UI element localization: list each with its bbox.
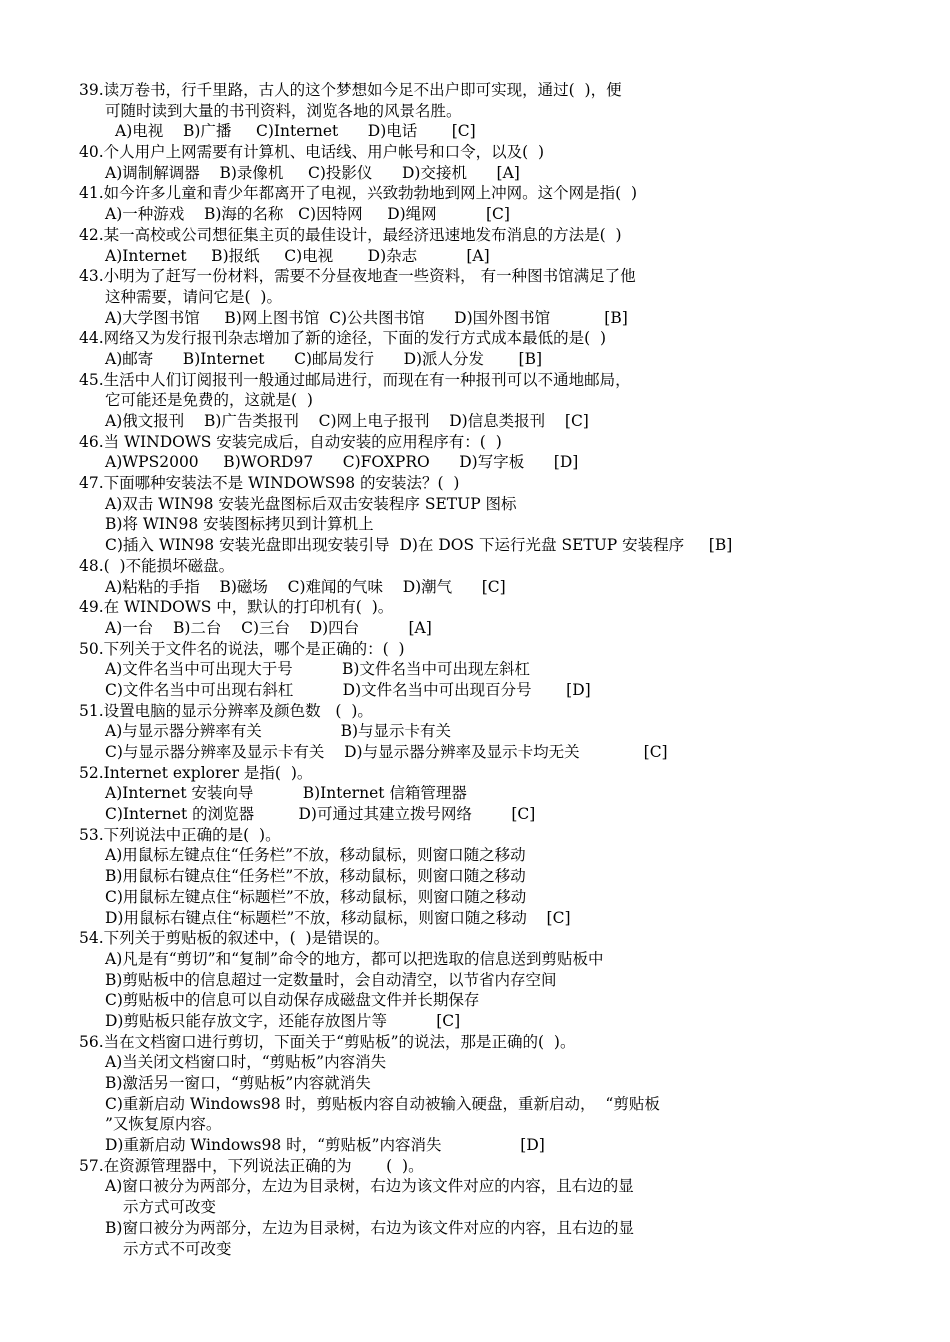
options-51-cd: C)与显示器分辨率及显示卡有关 D)与显示器分辨率及显示卡均无关 [C] (105, 743, 668, 761)
options-50-ab: A)文件名当中可出现大于号 B)文件名当中可出现左斜杠 (105, 660, 530, 679)
options-43: A)大学图书馆 B)网上图书馆 C)公共图书馆 D)国外图书馆 [B] (105, 308, 628, 327)
option-47-b: B)将 WIN98 安装图标拷贝到计算机上 (105, 515, 374, 534)
options-40: A)调制解调器 B)录像机 C)投影仪 D)交接机 [A] (105, 163, 520, 182)
options-46: A)WPS2000 B)WORD97 C)FOXPRO D)写字板 [D] (105, 453, 579, 472)
question-44: 44.网络又为发行报刊杂志增加了新的途径，下面的发行方式成本最低的是( ) (79, 329, 607, 348)
options-52-ab: A)Internet 安装向导 B)Internet 信箱管理器 (105, 784, 467, 803)
options-49: A)一台 B)二台 C)三台 D)四台 [A] (105, 618, 432, 637)
option-47-a: A)双击 WIN98 安装光盘图标后双击安装程序 SETUP 图标 (105, 494, 517, 513)
question-43-cont: 这种需要，请问它是( )。 (105, 287, 282, 306)
question-41: 41.如今许多儿童和青少年都离开了电视，兴致勃勃地到网上冲网。这个网是指( ) (79, 184, 638, 203)
options-51-ab: A)与显示器分辨率有关 B)与显示卡有关 (105, 722, 452, 741)
question-39-cont: 可随时读到大量的书刊资料，浏览各地的风景名胜。 (105, 101, 462, 120)
question-39: 39.读万卷书，行千里路，古人的这个梦想如今足不出户即可实现，通过( )，便 (79, 81, 622, 99)
question-43: 43.小明为了赶写一份材料，需要不分昼夜地查一些资料， 有一种图书馆满足了他 (79, 267, 636, 286)
options-45: A)俄文报刊 B)广告类报刊 C)网上电子报刊 D)信息类报刊 [C] (105, 412, 589, 430)
option-53-d: D)用鼠标右键点住“标题栏”不放，移动鼠标，则窗口随之移动 [C] (105, 908, 571, 927)
question-49: 49.在 WINDOWS 中，默认的打印机有( )。 (79, 598, 394, 617)
question-50: 50.下列关于文件名的说法，哪个是正确的：( ) (79, 639, 405, 658)
option-53-b: B)用鼠标右键点住“任务栏”不放，移动鼠标，则窗口随之移动 (105, 867, 526, 886)
option-53-a: A)用鼠标左键点住“任务栏”不放，移动鼠标，则窗口随之移动 (105, 846, 526, 865)
option-54-a: A)凡是有“剪切”和“复制”命令的地方，都可以把选取的信息送到剪贴板中 (105, 949, 604, 968)
question-47: 47.下面哪种安装法不是 WINDOWS98 的安装法？( ) (79, 474, 460, 493)
question-42: 42.某一高校或公司想征集主页的最佳设计，最经济迅速地发布消息的方法是( ) (79, 225, 622, 244)
document-body (79, 80, 799, 1259)
option-56-d: D)重新启动 Windows98 时，“剪贴板”内容消失 [D] (105, 1136, 545, 1155)
question-57: 57.在资源管理器中，下列说法正确的为 ( )。 (79, 1156, 424, 1175)
question-52: 52.Internet explorer 是指( )。 (79, 763, 313, 782)
option-56-b: B)激活另一窗口，“剪贴板”内容就消失 (105, 1074, 371, 1092)
option-56-a: A)当关闭文档窗口时，“剪贴板”内容消失 (105, 1053, 387, 1072)
option-54-b: B)剪贴板中的信息超过一定数量时，会自动清空，以节省内存空间 (105, 970, 557, 989)
options-52-cd: C)Internet 的浏览器 D)可通过其建立拨号网络 [C] (105, 805, 536, 824)
options-39: A)电视 B)广播 C)Internet D)电话 [C] (115, 122, 476, 141)
option-56-c: C)重新启动 Windows98 时，剪贴板内容自动被输入硬盘，重新启动， “剪贴板 (105, 1094, 660, 1113)
question-45: 45.生活中人们订阅报刊一般通过邮局进行，而现在有一种报刊可以不通地邮局， (79, 370, 631, 389)
option-47-cd: C)插入 WIN98 安装光盘即出现安装引导 D)在 DOS 下运行光盘 SETUP 安装程序 [B] (105, 536, 733, 555)
options-44: A)邮寄 B)Internet C)邮局发行 D)派人分发 [B] (105, 349, 543, 368)
option-57-b: B)窗口被分为两部分，左边为目录树，右边为该文件对应的内容，且右边的显 (105, 1218, 634, 1237)
option-56-c-cont: ”又恢复原内容。 (105, 1115, 222, 1134)
option-57-a: A)窗口被分为两部分，左边为目录树，右边为该文件对应的内容，且右边的显 (105, 1177, 634, 1196)
options-41: A)一种游戏 B)海的名称 C)因特网 D)绳网 [C] (105, 205, 510, 224)
options-50-cd: C)文件名当中可出现右斜杠 D)文件名当中可出现百分号 [D] (105, 680, 591, 699)
question-51: 51.设置电脑的显示分辨率及颜色数 ( )。 (79, 701, 373, 720)
question-45-cont: 它可能还是免费的，这就是( ) (105, 391, 313, 410)
option-54-c: C)剪贴板中的信息可以自动保存成磁盘文件并长期保存 (105, 991, 480, 1010)
option-57-a-cont: 示方式可改变 (123, 1198, 217, 1217)
question-48: 48.( )不能损坏磁盘。 (79, 556, 235, 575)
question-56: 56.当在文档窗口进行剪切，下面关于“剪贴板”的说法，那是正确的( )。 (79, 1032, 576, 1051)
question-40: 40.个人用户上网需要有计算机、电话线、用户帐号和口令，以及( ) (79, 143, 545, 162)
options-42: A)Internet B)报纸 C)电视 D)杂志 [A] (105, 246, 490, 265)
option-57-b-cont: 示方式不可改变 (123, 1239, 232, 1258)
option-53-c: C)用鼠标左键点住“标题栏”不放，移动鼠标，则窗口随之移动 (105, 887, 527, 906)
question-46: 46.当 WINDOWS 安装完成后，自动安装的应用程序有：( ) (79, 432, 502, 451)
question-53: 53.下列说法中正确的是( )。 (79, 825, 281, 844)
option-54-d: D)剪贴板只能存放文字，还能存放图片等 [C] (105, 1011, 461, 1030)
question-54: 54.下列关于剪贴板的叙述中，( )是错误的。 (79, 929, 390, 948)
options-48: A)粘粘的手指 B)磁场 C)难闻的气味 D)潮气 [C] (105, 577, 506, 596)
